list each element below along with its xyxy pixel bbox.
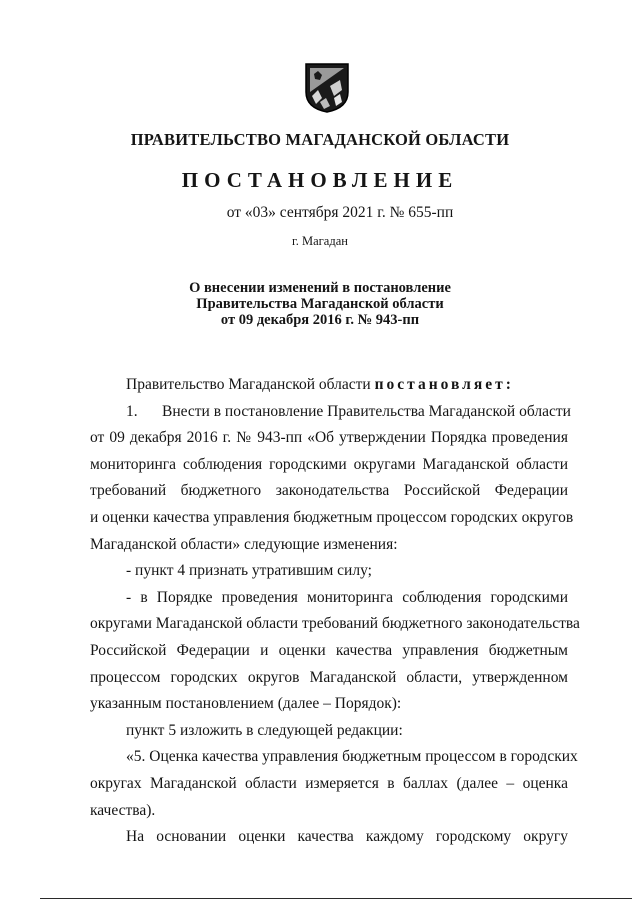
point-1-number: 1. [126,402,138,420]
point-1-text: Внести в постановление Правительства Магаданской области [162,402,571,420]
document-body [90,372,580,851]
document-type-title: ПОСТАНОВЛЕНИЕ [181,168,459,192]
list-item-2: - в Порядке проведения мониторинга соблюдения городскими [126,588,568,606]
subject-line-2: Правительства Магаданской области [196,296,444,312]
quote-line: «5. Оценка качества управления бюджетным процессом в городских [126,748,578,766]
body-line: Российской Федерации и оценки качества управления бюджетным [90,641,568,659]
document-subject [0,280,640,328]
government-name: ПРАВИТЕЛЬСТВО МАГАДАНСКОЙ ОБЛАСТИ [130,130,510,149]
subject-line-1: О внесении изменений в постановление [189,280,451,296]
body-line: качества). [90,801,156,819]
intro-paragraph [90,372,568,399]
document-city: г. Магадан [292,234,348,248]
subject-line-3: от 09 декабря 2016 г. № 943-пп [220,312,420,328]
body-line: округами Магаданской области требований бюджетного законодательства [90,615,580,633]
document-date-number: от «03» сентября 2021 г. № 655-пп [226,204,454,221]
body-line: мониторинга соблюдения городскими округами Магаданской области [90,455,568,473]
body-line: процессом городских округов Магаданской области, утвержденном [90,668,568,686]
body-line: На основании оценки качества каждому городскому округу [126,828,568,846]
coat-of-arms-icon [304,62,350,114]
body-line: указанным постановлением (далее – Порядок): [90,695,402,713]
intro-text: Правительство Магаданской области [126,376,375,393]
body-line: требований бюджетного законодательства Российской Федерации [90,482,568,500]
list-item-1: - пункт 4 признать утратившим силу; [126,562,372,580]
body-line: Магаданской области» следующие изменения: [90,535,398,553]
body-line: от 09 декабря 2016 г. № 943-пп «Об утверждении Порядка проведения [90,429,568,447]
body-line: округах Магаданской области измеряется в баллах (далее – оценка [90,774,568,792]
point-1-line [90,399,571,426]
page-bottom-rule [40,898,632,899]
intro-verb: постановляет: [374,376,514,393]
body-line: и оценки качества управления бюджетным процессом городских округов [90,508,574,526]
point-5-intro: пункт 5 изложить в следующей редакции: [126,721,403,739]
